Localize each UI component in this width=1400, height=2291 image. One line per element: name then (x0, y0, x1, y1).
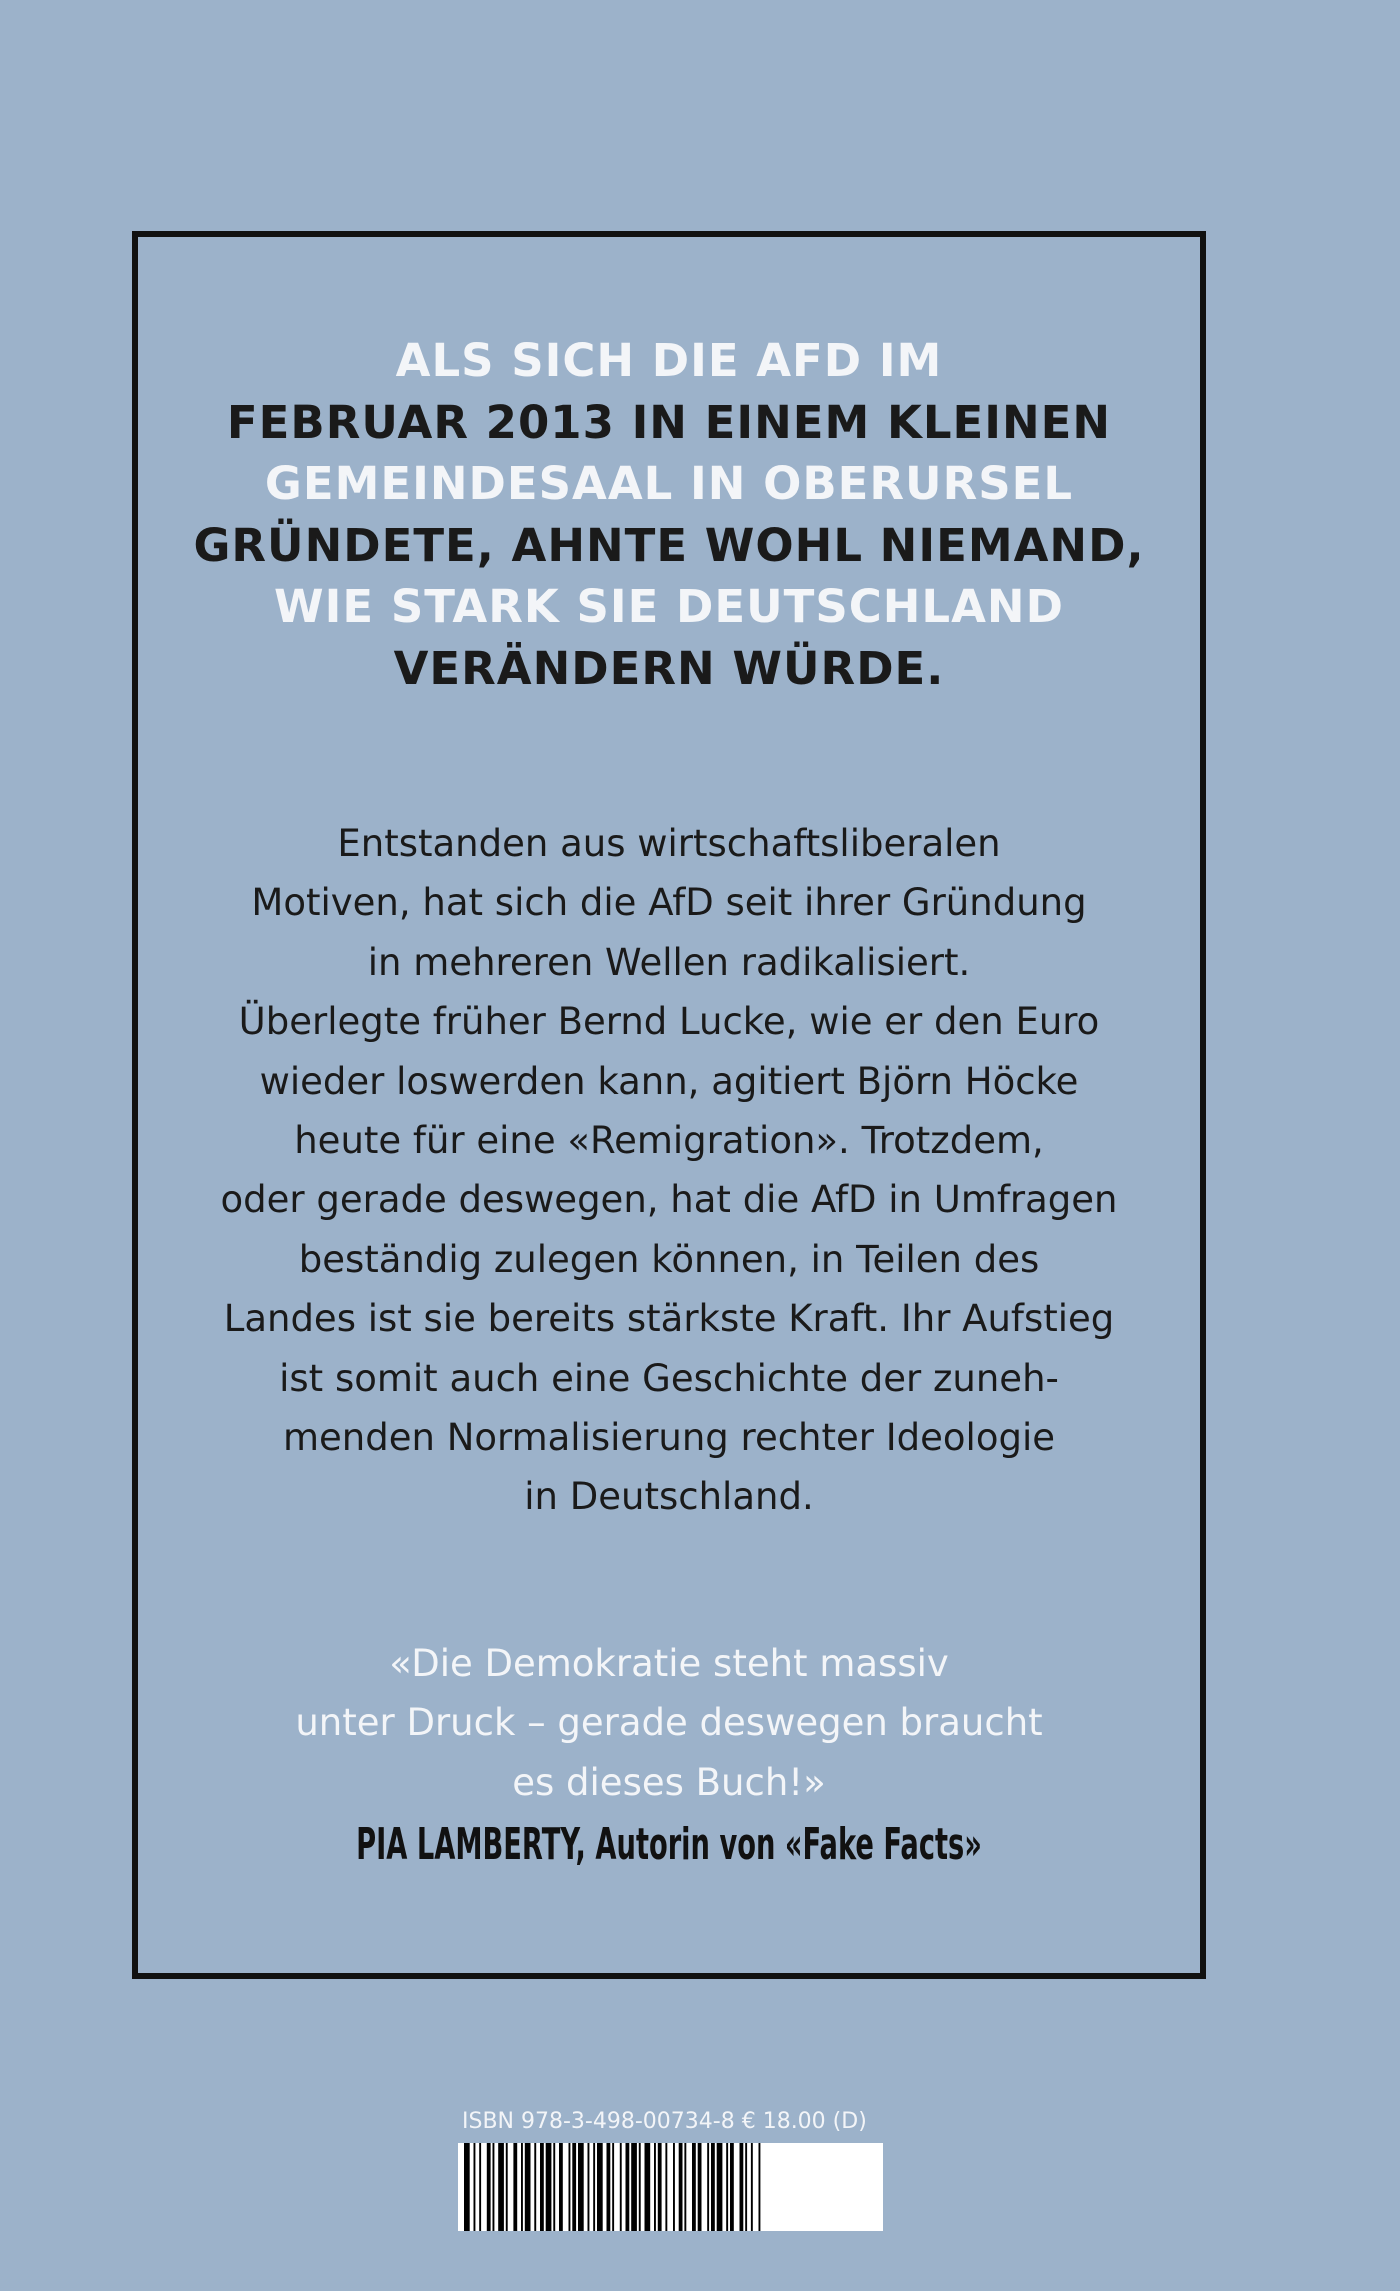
barcode-bar (692, 2143, 696, 2231)
headline-line-4: GRÜNDETE, AHNTE WOHL NIEMAND, (193, 518, 1145, 572)
barcode-bar (711, 2143, 715, 2231)
quote-line-3: es dieses Buch!» (512, 1760, 826, 1804)
blurb-line-8: beständig zulegen können, in Teilen des (298, 1237, 1040, 1281)
barcode-bar (479, 2143, 481, 2231)
blurb-line-10: ist somit auch eine Geschichte der zuneh- (279, 1356, 1059, 1400)
blurb-line-2: Motiven, hat sich die AfD seit ihrer Gründung (251, 881, 1087, 925)
barcode-bar (740, 2143, 744, 2231)
blurb-line-6: heute für eine «Remigration». Trotzdem, (294, 1119, 1044, 1163)
barcode (458, 2143, 883, 2231)
barcode-bar (578, 2143, 584, 2231)
barcode-bar (593, 2143, 595, 2231)
barcode-bar (673, 2143, 675, 2231)
barcode-bar (717, 2143, 723, 2231)
blurb-line-1: Entstanden aus wirtschaftsliberalen (337, 822, 1001, 865)
barcode-bar (645, 2143, 651, 2231)
barcode-bar (707, 2143, 709, 2231)
blurb-line-5: wieder loswerden kann, agitiert Björn Höcke (259, 1059, 1079, 1103)
barcode-bar (553, 2143, 555, 2231)
barcode-bar (730, 2143, 734, 2231)
barcode-bar (572, 2143, 576, 2231)
blurb-line-11: menden Normalisierung rechter Ideologie (283, 1416, 1055, 1460)
barcode-bar (597, 2143, 603, 2231)
headline (0, 330, 1338, 699)
barcode-image (458, 2143, 883, 2231)
barcode-bar (559, 2143, 563, 2231)
barcode-bar (684, 2143, 686, 2231)
barcode-bar (464, 2143, 470, 2231)
barcode-bar (569, 2143, 571, 2231)
barcode-bar (607, 2143, 611, 2231)
headline-line-6: VERÄNDERN WÜRDE. (393, 641, 945, 695)
barcode-bar (679, 2143, 683, 2231)
headline-line-5: WIE STARK SIE DEUTSCHLAND (274, 580, 1064, 633)
barcode-bar (639, 2143, 641, 2231)
review-quote (0, 1634, 1338, 1812)
barcode-bar (498, 2143, 504, 2231)
blurb-line-9: Landes ist sie bereits stärkste Kraft. Ihr Aufstieg (223, 1297, 1115, 1341)
barcode-bar (525, 2143, 531, 2231)
barcode-bar (745, 2143, 747, 2231)
blurb-line-7: oder gerade deswegen, hat die AfD in Umfragen (220, 1178, 1118, 1222)
isbn-price: ISBN 978-3-498-00734-8 € 18.00 (D) (462, 2109, 867, 2134)
quote-attribution: PIA LAMBERTY, Autorin von «Fake Facts» (356, 1819, 982, 1870)
quote-line-2: unter Druck – gerade deswegen braucht (295, 1701, 1043, 1745)
headline-line-3: GEMEINDESAAL IN OBERURSEL (264, 457, 1074, 510)
barcode-bar (493, 2143, 495, 2231)
barcode-bar (474, 2143, 476, 2231)
headline-line-1: ALS SICH DIE AFD IM (395, 334, 943, 387)
headline-line-2: FEBRUAR 2013 IN EINEM KLEINEN (226, 395, 1112, 449)
blurb-line-12: in Deutschland. (524, 1475, 814, 1519)
barcode-bar (654, 2143, 656, 2231)
barcode-bar (487, 2143, 491, 2231)
quote-line-1: «Die Demokratie steht massiv (389, 1642, 949, 1685)
barcode-bar (620, 2143, 622, 2231)
barcode-bar (631, 2143, 637, 2231)
barcode-bar (698, 2143, 702, 2231)
barcode-bar (506, 2143, 508, 2231)
barcode-bar (726, 2143, 728, 2231)
barcode-bar (546, 2143, 552, 2231)
barcode-bar (612, 2143, 614, 2231)
barcode-bar (588, 2143, 590, 2231)
barcode-bar (665, 2143, 667, 2231)
barcode-bar (626, 2143, 630, 2231)
blurb-line-4: Überlegte früher Bernd Lucke, wie er den Euro (238, 1000, 1100, 1044)
barcode-bar (534, 2143, 536, 2231)
barcode-bar (513, 2143, 517, 2231)
barcode-bar (540, 2143, 544, 2231)
barcode-bar (751, 2143, 753, 2231)
barcode-bar (759, 2143, 761, 2231)
barcode-bar (658, 2143, 662, 2231)
blurb-line-3: in mehreren Wellen radikalisiert. (367, 940, 971, 984)
barcode-bar (521, 2143, 523, 2231)
blurb-paragraph (0, 814, 1338, 1527)
